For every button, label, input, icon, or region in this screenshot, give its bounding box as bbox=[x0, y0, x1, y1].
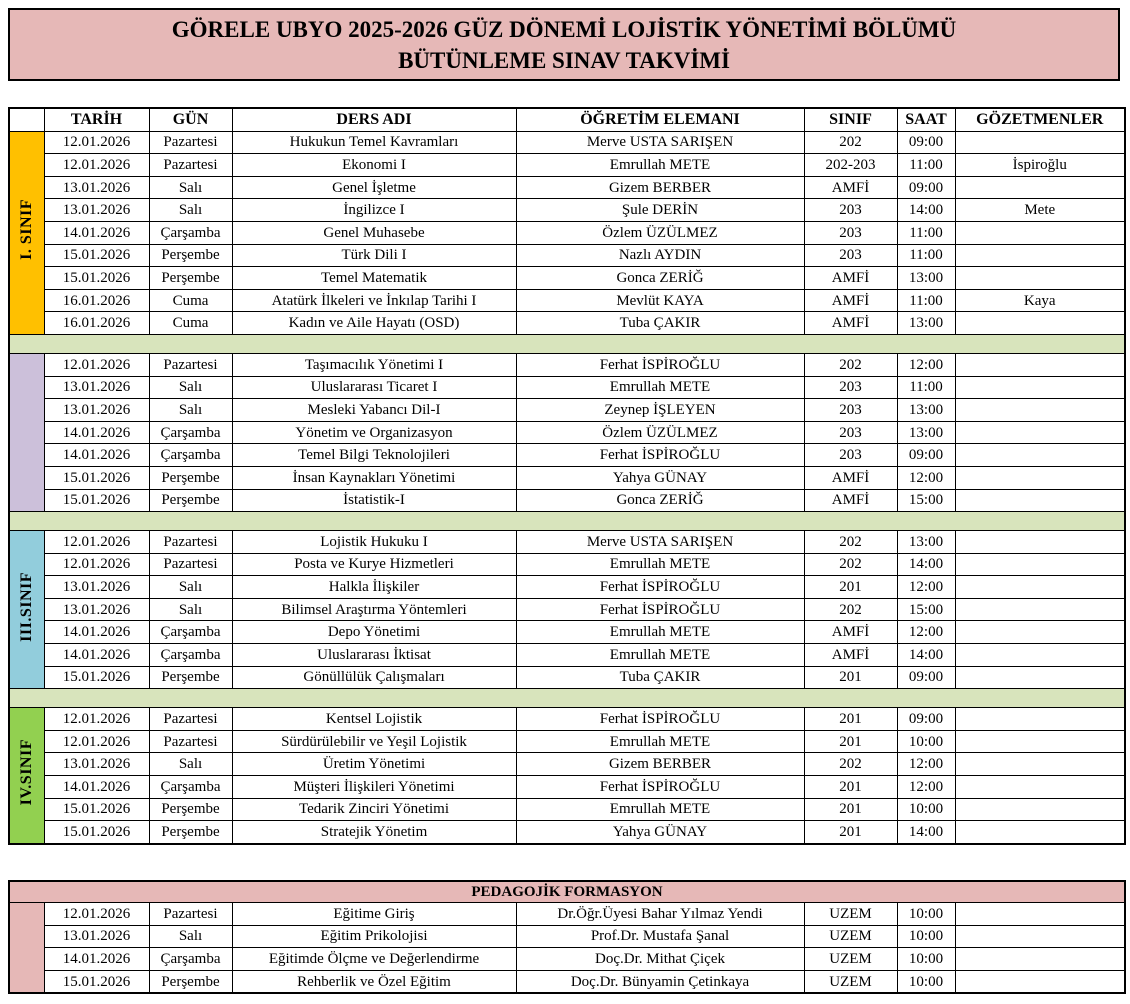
tarih-cell: 12.01.2026 bbox=[44, 131, 149, 154]
ders-adi-cell: Üretim Yönetimi bbox=[232, 753, 516, 776]
sinif-cell: AMFİ bbox=[804, 489, 897, 512]
gun-cell: Pazartesi bbox=[149, 553, 232, 576]
gun-cell: Salı bbox=[149, 753, 232, 776]
tarih-cell: 15.01.2026 bbox=[44, 798, 149, 821]
header-gozetmenler: GÖZETMENLER bbox=[955, 108, 1125, 131]
class-group-tab bbox=[9, 131, 44, 334]
class-group-tab bbox=[9, 531, 44, 689]
table-row bbox=[9, 553, 1125, 576]
ogretim-elemani-cell: Tuba ÇAKIR bbox=[516, 312, 804, 335]
table-row bbox=[9, 131, 1125, 154]
table-row bbox=[9, 399, 1125, 422]
ogretim-elemani-cell: Mevlüt KAYA bbox=[516, 289, 804, 312]
ders-adi-cell: Eğitimde Ölçme ve Değerlendirme bbox=[232, 948, 516, 971]
sinif-cell: 203 bbox=[804, 221, 897, 244]
gozetmen-cell bbox=[955, 598, 1125, 621]
saat-cell: 13:00 bbox=[897, 312, 955, 335]
gun-cell: Çarşamba bbox=[149, 621, 232, 644]
ogretim-elemani-cell: Gizem BERBER bbox=[516, 753, 804, 776]
gozetmen-cell bbox=[955, 970, 1125, 993]
saat-cell: 09:00 bbox=[897, 176, 955, 199]
tarih-cell: 13.01.2026 bbox=[44, 376, 149, 399]
ogretim-elemani-cell: Gonca ZERİĞ bbox=[516, 489, 804, 512]
title-line-2: BÜTÜNLEME SINAV TAKVİMİ bbox=[398, 47, 730, 73]
tarih-cell: 14.01.2026 bbox=[44, 444, 149, 467]
gun-cell: Salı bbox=[149, 598, 232, 621]
ogretim-elemani-cell: Yahya GÜNAY bbox=[516, 466, 804, 489]
tarih-cell: 14.01.2026 bbox=[44, 621, 149, 644]
class-group-tab bbox=[9, 353, 44, 511]
saat-cell: 09:00 bbox=[897, 131, 955, 154]
saat-cell: 12:00 bbox=[897, 353, 955, 376]
saat-cell: 13:00 bbox=[897, 421, 955, 444]
sinif-cell: 203 bbox=[804, 199, 897, 222]
ogretim-elemani-cell: Merve USTA SARIŞEN bbox=[516, 531, 804, 554]
ogretim-elemani-cell: Ferhat İSPİROĞLU bbox=[516, 708, 804, 731]
gun-cell: Perşembe bbox=[149, 489, 232, 512]
table-row bbox=[9, 753, 1125, 776]
ogretim-elemani-cell: Tuba ÇAKIR bbox=[516, 666, 804, 689]
table-row bbox=[9, 289, 1125, 312]
saat-cell: 12:00 bbox=[897, 466, 955, 489]
ogretim-elemani-cell: Ferhat İSPİROĞLU bbox=[516, 776, 804, 799]
ders-adi-cell: Eğitime Giriş bbox=[232, 903, 516, 926]
gun-cell: Cuma bbox=[149, 289, 232, 312]
saat-cell: 12:00 bbox=[897, 576, 955, 599]
ogretim-elemani-cell: Yahya GÜNAY bbox=[516, 821, 804, 844]
ders-adi-cell: Posta ve Kurye Hizmetleri bbox=[232, 553, 516, 576]
table-row bbox=[9, 903, 1125, 926]
ogretim-elemani-cell: Emrullah METE bbox=[516, 621, 804, 644]
gozetmen-cell bbox=[955, 176, 1125, 199]
gun-cell: Çarşamba bbox=[149, 221, 232, 244]
ders-adi-cell: Bilimsel Araştırma Yöntemleri bbox=[232, 598, 516, 621]
saat-cell: 10:00 bbox=[897, 925, 955, 948]
tarih-cell: 15.01.2026 bbox=[44, 666, 149, 689]
header-ogretim-elemani: ÖĞRETİM ELEMANI bbox=[516, 108, 804, 131]
ogretim-elemani-cell: Emrullah METE bbox=[516, 798, 804, 821]
saat-cell: 14:00 bbox=[897, 644, 955, 667]
ders-adi-cell: Eğitim Prikolojisi bbox=[232, 925, 516, 948]
sinif-cell: 203 bbox=[804, 399, 897, 422]
gozetmen-cell bbox=[955, 821, 1125, 844]
header-gun: GÜN bbox=[149, 108, 232, 131]
gun-cell: Salı bbox=[149, 576, 232, 599]
exam-schedule-table bbox=[8, 107, 1126, 845]
pedagojik-side-tab bbox=[9, 903, 44, 994]
pedagojik-body bbox=[9, 881, 1125, 993]
pedagojik-title: PEDAGOJİK FORMASYON bbox=[9, 881, 1125, 903]
gun-cell: Pazartesi bbox=[149, 131, 232, 154]
group-separator-row bbox=[9, 689, 1125, 708]
sinif-cell: AMFİ bbox=[804, 466, 897, 489]
saat-cell: 14:00 bbox=[897, 821, 955, 844]
ders-adi-cell: Hukukun Temel Kavramları bbox=[232, 131, 516, 154]
tarih-cell: 12.01.2026 bbox=[44, 154, 149, 177]
class-group-tab bbox=[9, 708, 44, 844]
sinif-cell: AMFİ bbox=[804, 176, 897, 199]
saat-cell: 10:00 bbox=[897, 798, 955, 821]
tarih-cell: 12.01.2026 bbox=[44, 531, 149, 554]
ogretim-elemani-cell: Özlem ÜZÜLMEZ bbox=[516, 221, 804, 244]
saat-cell: 15:00 bbox=[897, 598, 955, 621]
gozetmen-cell bbox=[955, 489, 1125, 512]
table-row bbox=[9, 621, 1125, 644]
gun-cell: Çarşamba bbox=[149, 776, 232, 799]
sinif-cell: AMFİ bbox=[804, 621, 897, 644]
sinif-cell: 201 bbox=[804, 798, 897, 821]
ogretim-elemani-cell: Zeynep İŞLEYEN bbox=[516, 399, 804, 422]
ogretim-elemani-cell: Ferhat İSPİROĞLU bbox=[516, 576, 804, 599]
saat-cell: 11:00 bbox=[897, 221, 955, 244]
table-row bbox=[9, 730, 1125, 753]
table-row bbox=[9, 421, 1125, 444]
sinif-cell: 201 bbox=[804, 776, 897, 799]
sinif-cell: 203 bbox=[804, 421, 897, 444]
group-separator bbox=[9, 334, 1125, 353]
class-group-label: I. SINIF bbox=[17, 199, 35, 261]
ogretim-elemani-cell: Emrullah METE bbox=[516, 553, 804, 576]
gun-cell: Perşembe bbox=[149, 821, 232, 844]
ders-adi-cell: Uluslararası İktisat bbox=[232, 644, 516, 667]
gozetmen-cell bbox=[955, 903, 1125, 926]
gozetmen-cell: Kaya bbox=[955, 289, 1125, 312]
tarih-cell: 12.01.2026 bbox=[44, 353, 149, 376]
sinif-cell: 202 bbox=[804, 553, 897, 576]
ders-adi-cell: Sürdürülebilir ve Yeşil Lojistik bbox=[232, 730, 516, 753]
gozetmen-cell bbox=[955, 444, 1125, 467]
gozetmen-cell bbox=[955, 531, 1125, 554]
gun-cell: Pazartesi bbox=[149, 730, 232, 753]
tarih-cell: 15.01.2026 bbox=[44, 267, 149, 290]
table-row bbox=[9, 644, 1125, 667]
saat-cell: 11:00 bbox=[897, 289, 955, 312]
saat-cell: 09:00 bbox=[897, 708, 955, 731]
header-sinif: SINIF bbox=[804, 108, 897, 131]
ders-adi-cell: Taşımacılık Yönetimi I bbox=[232, 353, 516, 376]
saat-cell: 10:00 bbox=[897, 970, 955, 993]
saat-cell: 09:00 bbox=[897, 666, 955, 689]
group-separator bbox=[9, 689, 1125, 708]
table-row bbox=[9, 466, 1125, 489]
gozetmen-cell bbox=[955, 466, 1125, 489]
saat-cell: 12:00 bbox=[897, 776, 955, 799]
ogretim-elemani-cell: Ferhat İSPİROĞLU bbox=[516, 598, 804, 621]
sinif-cell: 202 bbox=[804, 131, 897, 154]
sinif-cell: 203 bbox=[804, 376, 897, 399]
ders-adi-cell: Rehberlik ve Özel Eğitim bbox=[232, 970, 516, 993]
group-separator-row bbox=[9, 334, 1125, 353]
sinif-cell: 202 bbox=[804, 353, 897, 376]
ders-adi-cell: İnsan Kaynakları Yönetimi bbox=[232, 466, 516, 489]
tarih-cell: 14.01.2026 bbox=[44, 644, 149, 667]
ogretim-elemani-cell: Gonca ZERİĞ bbox=[516, 267, 804, 290]
saat-cell: 11:00 bbox=[897, 244, 955, 267]
gun-cell: Cuma bbox=[149, 312, 232, 335]
saat-cell: 12:00 bbox=[897, 753, 955, 776]
tarih-cell: 12.01.2026 bbox=[44, 708, 149, 731]
sinif-cell: AMFİ bbox=[804, 644, 897, 667]
header-saat: SAAT bbox=[897, 108, 955, 131]
ders-adi-cell: Türk Dili I bbox=[232, 244, 516, 267]
ogretim-elemani-cell: Emrullah METE bbox=[516, 376, 804, 399]
class-group-label: III.SINIF bbox=[17, 571, 35, 642]
gun-cell: Perşembe bbox=[149, 970, 232, 993]
sinif-cell: AMFİ bbox=[804, 312, 897, 335]
header-ders-adi: DERS ADI bbox=[232, 108, 516, 131]
gozetmen-cell bbox=[955, 376, 1125, 399]
ders-adi-cell: Kadın ve Aile Hayatı (OSD) bbox=[232, 312, 516, 335]
ogretim-elemani-cell: Merve USTA SARIŞEN bbox=[516, 131, 804, 154]
tarih-cell: 15.01.2026 bbox=[44, 821, 149, 844]
ders-adi-cell: Atatürk İlkeleri ve İnkılap Tarihi I bbox=[232, 289, 516, 312]
gozetmen-cell bbox=[955, 708, 1125, 731]
saat-cell: 13:00 bbox=[897, 399, 955, 422]
tarih-cell: 13.01.2026 bbox=[44, 753, 149, 776]
tarih-cell: 12.01.2026 bbox=[44, 553, 149, 576]
schedule-body bbox=[9, 131, 1125, 844]
saat-cell: 10:00 bbox=[897, 948, 955, 971]
table-row bbox=[9, 376, 1125, 399]
pedagojik-formasyon-table bbox=[8, 880, 1126, 994]
ders-adi-cell: Genel İşletme bbox=[232, 176, 516, 199]
tarih-cell: 15.01.2026 bbox=[44, 466, 149, 489]
ogretim-elemani-cell: Doç.Dr. Mithat Çiçek bbox=[516, 948, 804, 971]
table-row bbox=[9, 312, 1125, 335]
ogretim-elemani-cell: Emrullah METE bbox=[516, 730, 804, 753]
gozetmen-cell bbox=[955, 221, 1125, 244]
ders-adi-cell: Kentsel Lojistik bbox=[232, 708, 516, 731]
table-row bbox=[9, 798, 1125, 821]
saat-cell: 11:00 bbox=[897, 154, 955, 177]
gun-cell: Pazartesi bbox=[149, 353, 232, 376]
ogretim-elemani-cell: Gizem BERBER bbox=[516, 176, 804, 199]
saat-cell: 12:00 bbox=[897, 621, 955, 644]
gozetmen-cell bbox=[955, 730, 1125, 753]
table-row bbox=[9, 221, 1125, 244]
sinif-cell: 202 bbox=[804, 531, 897, 554]
table-header-row bbox=[9, 108, 1125, 131]
sinif-cell: 201 bbox=[804, 821, 897, 844]
table-row bbox=[9, 444, 1125, 467]
gun-cell: Çarşamba bbox=[149, 421, 232, 444]
saat-cell: 15:00 bbox=[897, 489, 955, 512]
gun-cell: Perşembe bbox=[149, 666, 232, 689]
sinif-cell: 203 bbox=[804, 244, 897, 267]
gozetmen-cell bbox=[955, 576, 1125, 599]
table-row bbox=[9, 489, 1125, 512]
ogretim-elemani-cell: Özlem ÜZÜLMEZ bbox=[516, 421, 804, 444]
table-row bbox=[9, 708, 1125, 731]
sinif-cell: 201 bbox=[804, 666, 897, 689]
gozetmen-cell bbox=[955, 244, 1125, 267]
tarih-cell: 13.01.2026 bbox=[44, 576, 149, 599]
gozetmen-cell bbox=[955, 312, 1125, 335]
gozetmen-cell: İspiroğlu bbox=[955, 154, 1125, 177]
table-row bbox=[9, 353, 1125, 376]
sinif-cell: UZEM bbox=[804, 970, 897, 993]
table-row bbox=[9, 531, 1125, 554]
group-separator bbox=[9, 512, 1125, 531]
ders-adi-cell: Stratejik Yönetim bbox=[232, 821, 516, 844]
ogretim-elemani-cell: Emrullah METE bbox=[516, 154, 804, 177]
tarih-cell: 13.01.2026 bbox=[44, 598, 149, 621]
ogretim-elemani-cell: Şule DERİN bbox=[516, 199, 804, 222]
tarih-cell: 15.01.2026 bbox=[44, 244, 149, 267]
ogretim-elemani-cell: Ferhat İSPİROĞLU bbox=[516, 353, 804, 376]
table-row bbox=[9, 576, 1125, 599]
ders-adi-cell: Müşteri İlişkileri Yönetimi bbox=[232, 776, 516, 799]
gun-cell: Salı bbox=[149, 199, 232, 222]
tarih-cell: 15.01.2026 bbox=[44, 489, 149, 512]
sinif-cell: UZEM bbox=[804, 903, 897, 926]
table-row bbox=[9, 948, 1125, 971]
gun-cell: Salı bbox=[149, 925, 232, 948]
gozetmen-cell bbox=[955, 553, 1125, 576]
gun-cell: Pazartesi bbox=[149, 154, 232, 177]
gozetmen-cell bbox=[955, 421, 1125, 444]
gozetmen-cell bbox=[955, 131, 1125, 154]
saat-cell: 09:00 bbox=[897, 444, 955, 467]
ogretim-elemani-cell: Nazlı AYDIN bbox=[516, 244, 804, 267]
sinif-cell: 201 bbox=[804, 576, 897, 599]
gun-cell: Perşembe bbox=[149, 267, 232, 290]
table-row bbox=[9, 925, 1125, 948]
gozetmen-cell: Mete bbox=[955, 199, 1125, 222]
gozetmen-cell bbox=[955, 776, 1125, 799]
sinif-cell: UZEM bbox=[804, 925, 897, 948]
group-separator-row bbox=[9, 512, 1125, 531]
ders-adi-cell: Depo Yönetimi bbox=[232, 621, 516, 644]
tarih-cell: 14.01.2026 bbox=[44, 221, 149, 244]
gun-cell: Pazartesi bbox=[149, 903, 232, 926]
ogretim-elemani-cell: Dr.Öğr.Üyesi Bahar Yılmaz Yendi bbox=[516, 903, 804, 926]
table-row bbox=[9, 244, 1125, 267]
gun-cell: Pazartesi bbox=[149, 531, 232, 554]
title-line-1: GÖRELE UBYO 2025-2026 GÜZ DÖNEMİ LOJİSTİK YÖNETİMİ BÖLÜMÜ bbox=[171, 16, 957, 42]
sinif-cell: UZEM bbox=[804, 948, 897, 971]
gun-cell: Salı bbox=[149, 399, 232, 422]
tarih-cell: 12.01.2026 bbox=[44, 730, 149, 753]
gozetmen-cell bbox=[955, 267, 1125, 290]
ders-adi-cell: Genel Muhasebe bbox=[232, 221, 516, 244]
header-tarih: TARİH bbox=[44, 108, 149, 131]
gozetmen-cell bbox=[955, 925, 1125, 948]
class-group-label: IV.SINIF bbox=[17, 739, 35, 806]
ders-adi-cell: Yönetim ve Organizasyon bbox=[232, 421, 516, 444]
document-title bbox=[8, 8, 1120, 81]
ogretim-elemani-cell: Ferhat İSPİROĞLU bbox=[516, 444, 804, 467]
gun-cell: Çarşamba bbox=[149, 444, 232, 467]
gun-cell: Salı bbox=[149, 376, 232, 399]
gozetmen-cell bbox=[955, 798, 1125, 821]
tarih-cell: 14.01.2026 bbox=[44, 948, 149, 971]
gozetmen-cell bbox=[955, 353, 1125, 376]
ders-adi-cell: Tedarik Zinciri Yönetimi bbox=[232, 798, 516, 821]
sinif-cell: 202 bbox=[804, 598, 897, 621]
ders-adi-cell: Temel Bilgi Teknolojileri bbox=[232, 444, 516, 467]
tarih-cell: 13.01.2026 bbox=[44, 199, 149, 222]
table-row bbox=[9, 267, 1125, 290]
ders-adi-cell: Ekonomi I bbox=[232, 154, 516, 177]
ogretim-elemani-cell: Doç.Dr. Bünyamin Çetinkaya bbox=[516, 970, 804, 993]
ders-adi-cell: Uluslararası Ticaret I bbox=[232, 376, 516, 399]
saat-cell: 14:00 bbox=[897, 553, 955, 576]
ders-adi-cell: Halkla İlişkiler bbox=[232, 576, 516, 599]
ders-adi-cell: Mesleki Yabancı Dil-I bbox=[232, 399, 516, 422]
gozetmen-cell bbox=[955, 399, 1125, 422]
sinif-cell: 202-203 bbox=[804, 154, 897, 177]
saat-cell: 13:00 bbox=[897, 267, 955, 290]
table-row bbox=[9, 666, 1125, 689]
tarih-cell: 15.01.2026 bbox=[44, 970, 149, 993]
ders-adi-cell: Lojistik Hukuku I bbox=[232, 531, 516, 554]
tarih-cell: 14.01.2026 bbox=[44, 421, 149, 444]
gozetmen-cell bbox=[955, 753, 1125, 776]
ders-adi-cell: İngilizce I bbox=[232, 199, 516, 222]
sinif-cell: 201 bbox=[804, 708, 897, 731]
table-row bbox=[9, 821, 1125, 844]
gun-cell: Salı bbox=[149, 176, 232, 199]
sinif-cell: 201 bbox=[804, 730, 897, 753]
saat-cell: 10:00 bbox=[897, 903, 955, 926]
saat-cell: 14:00 bbox=[897, 199, 955, 222]
tarih-cell: 12.01.2026 bbox=[44, 903, 149, 926]
gun-cell: Pazartesi bbox=[149, 708, 232, 731]
gun-cell: Çarşamba bbox=[149, 948, 232, 971]
table-row bbox=[9, 598, 1125, 621]
saat-cell: 11:00 bbox=[897, 376, 955, 399]
tarih-cell: 14.01.2026 bbox=[44, 776, 149, 799]
gun-cell: Çarşamba bbox=[149, 644, 232, 667]
header-cell-blank bbox=[9, 108, 44, 131]
table-row bbox=[9, 176, 1125, 199]
tarih-cell: 16.01.2026 bbox=[44, 312, 149, 335]
ders-adi-cell: Gönüllülük Çalışmaları bbox=[232, 666, 516, 689]
tarih-cell: 16.01.2026 bbox=[44, 289, 149, 312]
sinif-cell: AMFİ bbox=[804, 267, 897, 290]
sinif-cell: AMFİ bbox=[804, 289, 897, 312]
table-row bbox=[9, 776, 1125, 799]
ders-adi-cell: İstatistik-I bbox=[232, 489, 516, 512]
tarih-cell: 13.01.2026 bbox=[44, 925, 149, 948]
gozetmen-cell bbox=[955, 666, 1125, 689]
table-row bbox=[9, 970, 1125, 993]
tarih-cell: 13.01.2026 bbox=[44, 399, 149, 422]
saat-cell: 10:00 bbox=[897, 730, 955, 753]
ders-adi-cell: Temel Matematik bbox=[232, 267, 516, 290]
pedagojik-title-row bbox=[9, 881, 1125, 903]
ogretim-elemani-cell: Prof.Dr. Mustafa Şanal bbox=[516, 925, 804, 948]
table-row bbox=[9, 154, 1125, 177]
ogretim-elemani-cell: Emrullah METE bbox=[516, 644, 804, 667]
gun-cell: Perşembe bbox=[149, 798, 232, 821]
gozetmen-cell bbox=[955, 621, 1125, 644]
gun-cell: Perşembe bbox=[149, 466, 232, 489]
gozetmen-cell bbox=[955, 948, 1125, 971]
sinif-cell: 203 bbox=[804, 444, 897, 467]
tarih-cell: 13.01.2026 bbox=[44, 176, 149, 199]
gun-cell: Perşembe bbox=[149, 244, 232, 267]
saat-cell: 13:00 bbox=[897, 531, 955, 554]
table-row bbox=[9, 199, 1125, 222]
gozetmen-cell bbox=[955, 644, 1125, 667]
sinif-cell: 202 bbox=[804, 753, 897, 776]
